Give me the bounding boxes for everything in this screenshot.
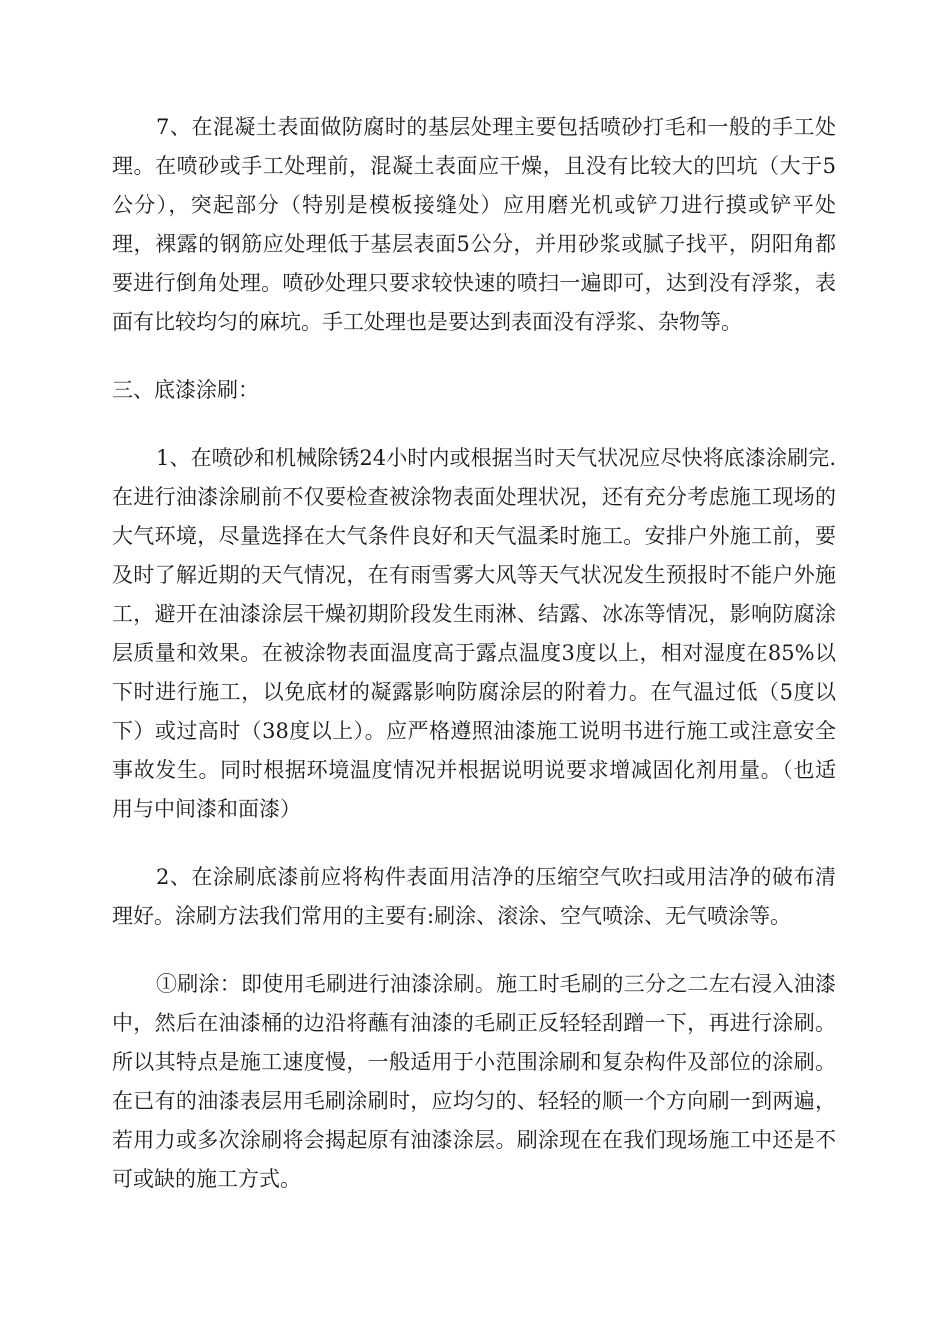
section-heading-primer-painting: 三、底漆涂刷：	[112, 378, 259, 402]
paragraph-concrete-surface-prep: 7、在混凝土表面做防腐时的基层处理主要包括喷砂打毛和一般的手工处理。在喷砂或手工处理前，混凝土表面应干燥，且没有比较大的凹坑（大于5公分），突起部分（特别是模板接缝处）应用磨光机或铲刀进行摸或铲平处理，裸露的钢筋应处理低于基层表面5公分，并用砂浆或腻子找平，阴阳角都要进行倒角处理。喷砂处理只要求较快速的喷扫一遍即可，达到没有浮浆，表面有比较均匀的麻坑。手工处理也是要达到表面没有浮浆、杂物等。	[112, 115, 836, 334]
paragraph-primer-timing-weather: 1、在喷砂和机械除锈24小时内或根据当时天气状况应尽快将底漆涂刷完.在进行油漆涂刷前不仅要检查被涂物表面处理状况，还有充分考虑施工现场的大气环境，尽量选择在大气条件良好和天气温柔时施工。安排户外施工前，要及时了解近期的天气情况，在有雨雪雾大风等天气状况发生预报时不能户外施工，避开在油漆涂层干燥初期阶段发生雨淋、结露、冰冻等情况，影响防腐涂层质量和效果。在被涂物表面温度高于露点温度3度以上，相对湿度在85%以下时进行施工，以免底材的凝露影响防腐涂层的附着力。在气温过低（5度以下）或过高时（38度以上）。应严格遵照油漆施工说明书进行施工或注意安全事故发生。同时根据环境温度情况并根据说明说要求增减固化剂用量。（也适用与中间漆和面漆）	[112, 446, 836, 821]
paragraph-brush-painting: ①刷涂：即使用毛刷进行油漆涂刷。施工时毛刷的三分之二左右浸入油漆中，然后在油漆桶的边沿将蘸有油漆的毛刷正反轻轻刮蹭一下，再进行涂刷。所以其特点是施工速度慢，一般适用于小范围涂刷和复杂构件及部位的涂刷。在已有的油漆表层用毛刷涂刷时，应均匀的、轻轻的顺一个方向刷一到两遍，若用力或多次涂刷将会揭起原有油漆涂层。刷涂现在在我们现场施工中还是不可或缺的施工方式。	[112, 972, 836, 1191]
paragraph-primer-cleaning-methods: 2、在涂刷底漆前应将构件表面用洁净的压缩空气吹扫或用洁净的破布清理好。涂刷方法我们常用的主要有:刷涂、滚涂、空气喷涂、无气喷涂等。	[112, 865, 836, 928]
document-page	[112, 108, 836, 1199]
